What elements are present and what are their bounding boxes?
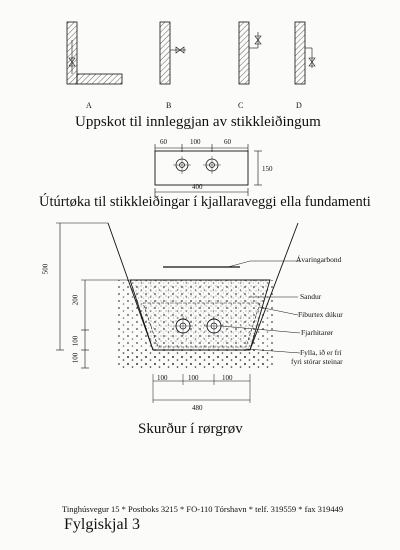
appendix-label: Fylgiskjal 3 [64,516,141,533]
dim-middle-100: 100 [190,138,201,146]
pipe-hole-left [173,156,191,174]
dim-height-150: 150 [262,165,273,173]
dim-total-400: 400 [192,183,203,191]
callout-fill-line-2: fyri stórar steinar [291,357,343,366]
pipe-hole-right [203,156,221,174]
dim-bottom-right-100: 100 [222,374,233,382]
option-d-label: D [296,101,302,110]
figure-1-title: Uppskot til innleggjan av stikkleiðingum [75,114,321,130]
dim-bottom-mid-100: 100 [188,374,199,382]
callout-warning-tape: Ávaringarbond [296,255,342,264]
option-a-label: A [86,101,92,110]
option-c-label: C [238,101,244,110]
dim-right-60: 60 [224,138,231,146]
dim-left-60: 60 [160,138,167,146]
figure-2-title: Útúrtøka til stikkleiðingar í kjallaraveggi ella fundamenti [39,194,371,210]
dim-depth-200: 200 [71,294,80,306]
footer-address: Tinghúsvegur 15 * Postboks 3215 * FO-110 Tórshavn * telf. 319559 * fax 319449 [62,504,344,514]
option-b-label: B [166,101,172,110]
dim-bottom-total-480: 480 [192,404,203,412]
option-d-drawing [295,22,315,84]
figure-3-title: Skurður í rørgrøv [138,421,243,437]
option-a-drawing [67,22,122,84]
trench-sand-fill [130,280,270,350]
dim-layer-b-100: 100 [71,352,80,364]
option-b-drawing [160,22,186,84]
option-c-drawing [239,22,261,84]
callout-sand: Sandur [300,292,322,301]
dim-depth-500: 500 [41,263,50,275]
figure-1-drawing [0,0,400,110]
callout-fibertex: Fiburtex dúkur [298,310,343,319]
callout-fill-line-1: Fylla, ið er frí [300,348,342,357]
dim-bottom-left-100: 100 [157,374,168,382]
dim-layer-a-100: 100 [71,335,80,347]
wall-opening [155,151,248,185]
callout-heating-pipe: Fjarhitarør [301,328,334,337]
